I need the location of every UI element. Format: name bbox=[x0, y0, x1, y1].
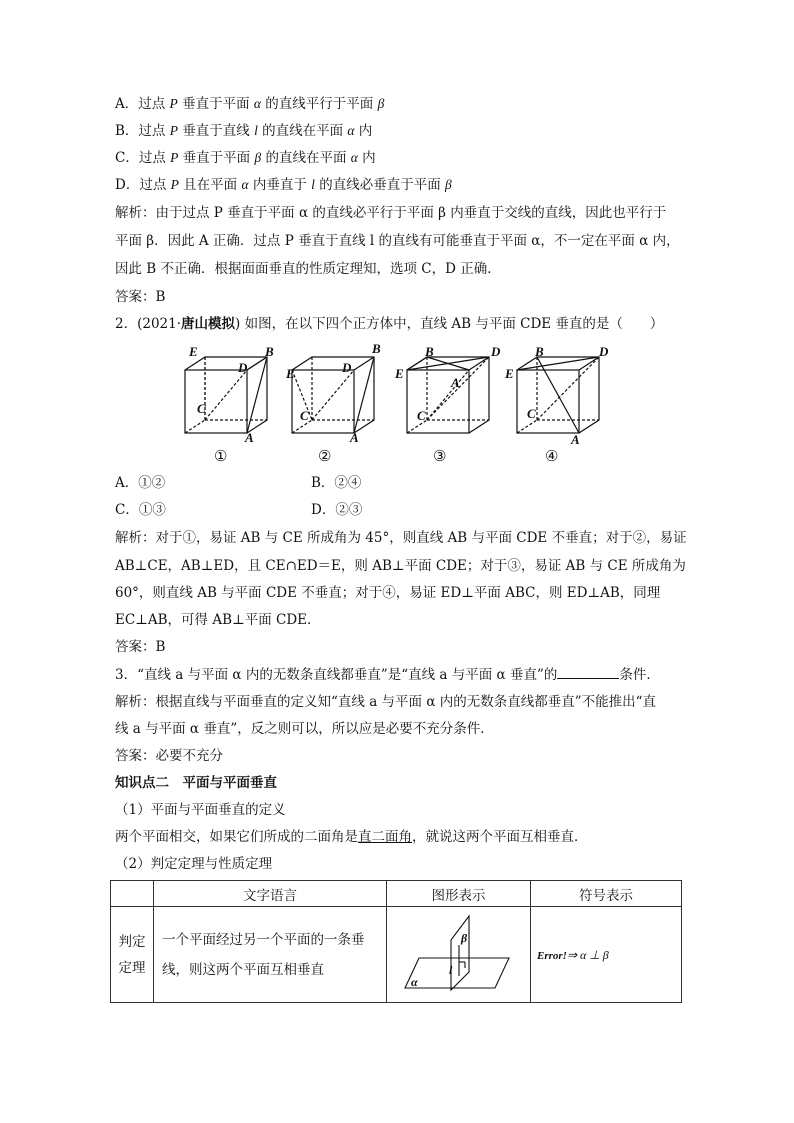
section-sub2: （2）判定定理与性质定理 bbox=[115, 856, 273, 872]
theorem-table bbox=[110, 880, 682, 1003]
q3-analysis-line1: 解析：根据直线与平面垂直的定义知“直线 a 与平面 α 内的无数条直线都垂直”不能推出“直 bbox=[115, 694, 657, 710]
q1-option-d: D．过点 P 且在平面 α 内垂直于 l 的直线必垂直于平面 β bbox=[115, 177, 452, 193]
q3-answer-blank bbox=[557, 666, 619, 679]
q2-analysis-line1: 解析：对于①，易证 AB 与 CE 所成角为 45°，则直线 AB 与平面 CDE 不垂直；对于②，易证 bbox=[115, 530, 687, 546]
svg-text:E: E bbox=[505, 366, 514, 381]
svg-text:E: E bbox=[189, 344, 198, 359]
q2-option-a: A．①② bbox=[115, 475, 166, 491]
header-empty bbox=[111, 881, 154, 907]
svg-text:A: A bbox=[571, 432, 580, 447]
svg-text:β: β bbox=[460, 930, 467, 945]
q1-analysis-line2: 平面 β．因此 A 正确．过点 P 垂直于直线 l 的直线有可能垂直于平面 α，不一定在平面 α 内， bbox=[115, 233, 680, 249]
svg-text:D: D bbox=[238, 360, 248, 375]
q1-analysis-line3: 因此 B 不正确．根据面面垂直的性质定理知，选项 C，D 正确． bbox=[115, 261, 501, 277]
svg-text:C: C bbox=[300, 408, 309, 423]
cube-4 bbox=[517, 357, 599, 433]
q2-stem: 2．(2021·唐山模拟) 如图，在以下四个正方体中，直线 AB 与平面 CDE 垂直的是（ ） bbox=[115, 316, 664, 332]
table-row bbox=[111, 907, 682, 1003]
section-sub1: （1）平面与平面垂直的定义 bbox=[115, 802, 286, 818]
row-symbol: Error!⇒ α ⊥ β bbox=[531, 907, 682, 1003]
q2-analysis-line3: 60°，则直线 AB 与平面 CDE 不垂直；对于④，易证 ED⊥平面 ABC，则 ED⊥AB，同理 bbox=[115, 585, 661, 601]
svg-text:A: A bbox=[245, 430, 254, 445]
q3-analysis-line2: 线 a 与平面 α 垂直”，反之则可以，所以应是必要不充分条件． bbox=[115, 721, 494, 737]
cube-1 bbox=[185, 357, 267, 433]
svg-text:A: A bbox=[350, 430, 359, 445]
table-header-row bbox=[111, 881, 682, 907]
q3-stem: 3．“直线 a 与平面 α 内的无数条直线都垂直”是“直线 a 与平面 α 垂直”的 条件． bbox=[115, 667, 660, 683]
svg-text:A: A bbox=[451, 375, 460, 390]
q2-analysis-line4: EC⊥AB，可得 AB⊥平面 CDE． bbox=[115, 612, 321, 628]
q1-option-b: B．过点 P 垂直于直线 l 的直线在平面 α 内 bbox=[115, 123, 373, 139]
svg-text:E: E bbox=[395, 366, 404, 381]
header-text: 文字语言 bbox=[154, 881, 387, 907]
svg-text:C: C bbox=[417, 408, 426, 423]
header-figure: 图形表示 bbox=[387, 881, 531, 907]
q2-option-d: D．②③ bbox=[311, 502, 363, 518]
q3-answer: 答案：必要不充分 bbox=[115, 748, 223, 764]
svg-text:l: l bbox=[448, 962, 452, 977]
q2-source: 唐山模拟 bbox=[181, 316, 236, 332]
q2-analysis-line2: AB⊥CE，AB⊥ED，且 CE∩ED＝E，则 AB⊥平面 CDE；对于③，易证 AB 与 CE 所成角为 bbox=[115, 558, 686, 574]
svg-text:α: α bbox=[410, 974, 418, 989]
svg-text:C: C bbox=[527, 406, 536, 421]
row-text: 一个平面经过另一个平面的一条垂 线，则这两个平面互相垂直 bbox=[154, 907, 387, 1003]
svg-text:D: D bbox=[342, 360, 352, 375]
svg-text:B: B bbox=[425, 344, 434, 359]
section-definition: 两个平面相交，如果它们所成的二面角是直二面角，就说这两个平面互相垂直． bbox=[115, 829, 588, 845]
svg-text:D: D bbox=[491, 344, 501, 359]
svg-text:B: B bbox=[535, 344, 544, 359]
svg-text:B: B bbox=[372, 341, 381, 356]
figure-label-1: ① bbox=[214, 447, 228, 465]
perpendicular-planes-figure bbox=[399, 910, 519, 996]
q2-option-b: B．②④ bbox=[311, 475, 362, 491]
svg-text:E: E bbox=[286, 366, 295, 381]
svg-text:D: D bbox=[599, 344, 609, 359]
svg-text:C: C bbox=[197, 401, 206, 416]
svg-text:B: B bbox=[265, 344, 274, 359]
figure-label-4: ④ bbox=[545, 447, 559, 465]
q2-option-c: C．①③ bbox=[115, 502, 166, 518]
header-symbol: 符号表示 bbox=[531, 881, 682, 907]
figure-label-3: ③ bbox=[433, 447, 447, 465]
row-label: 判定定理 bbox=[111, 907, 154, 1003]
q1-option-a: A．过点 P 垂直于平面 α 的直线平行于平面 β bbox=[115, 96, 385, 112]
figure-label-2: ② bbox=[318, 447, 332, 465]
q2-answer: 答案：B bbox=[115, 639, 166, 655]
section-title: 知识点二 平面与平面垂直 bbox=[115, 775, 277, 791]
q1-answer: 答案：B bbox=[115, 289, 166, 305]
q1-option-c: C．过点 P 垂直于平面 β 的直线在平面 α 内 bbox=[115, 150, 376, 166]
row-figure bbox=[387, 907, 531, 1003]
q1-analysis-line1: 解析：由于过点 P 垂直于平面 α 的直线必平行于平面 β 内垂直于交线的直线，因此也平行于 bbox=[115, 205, 667, 221]
